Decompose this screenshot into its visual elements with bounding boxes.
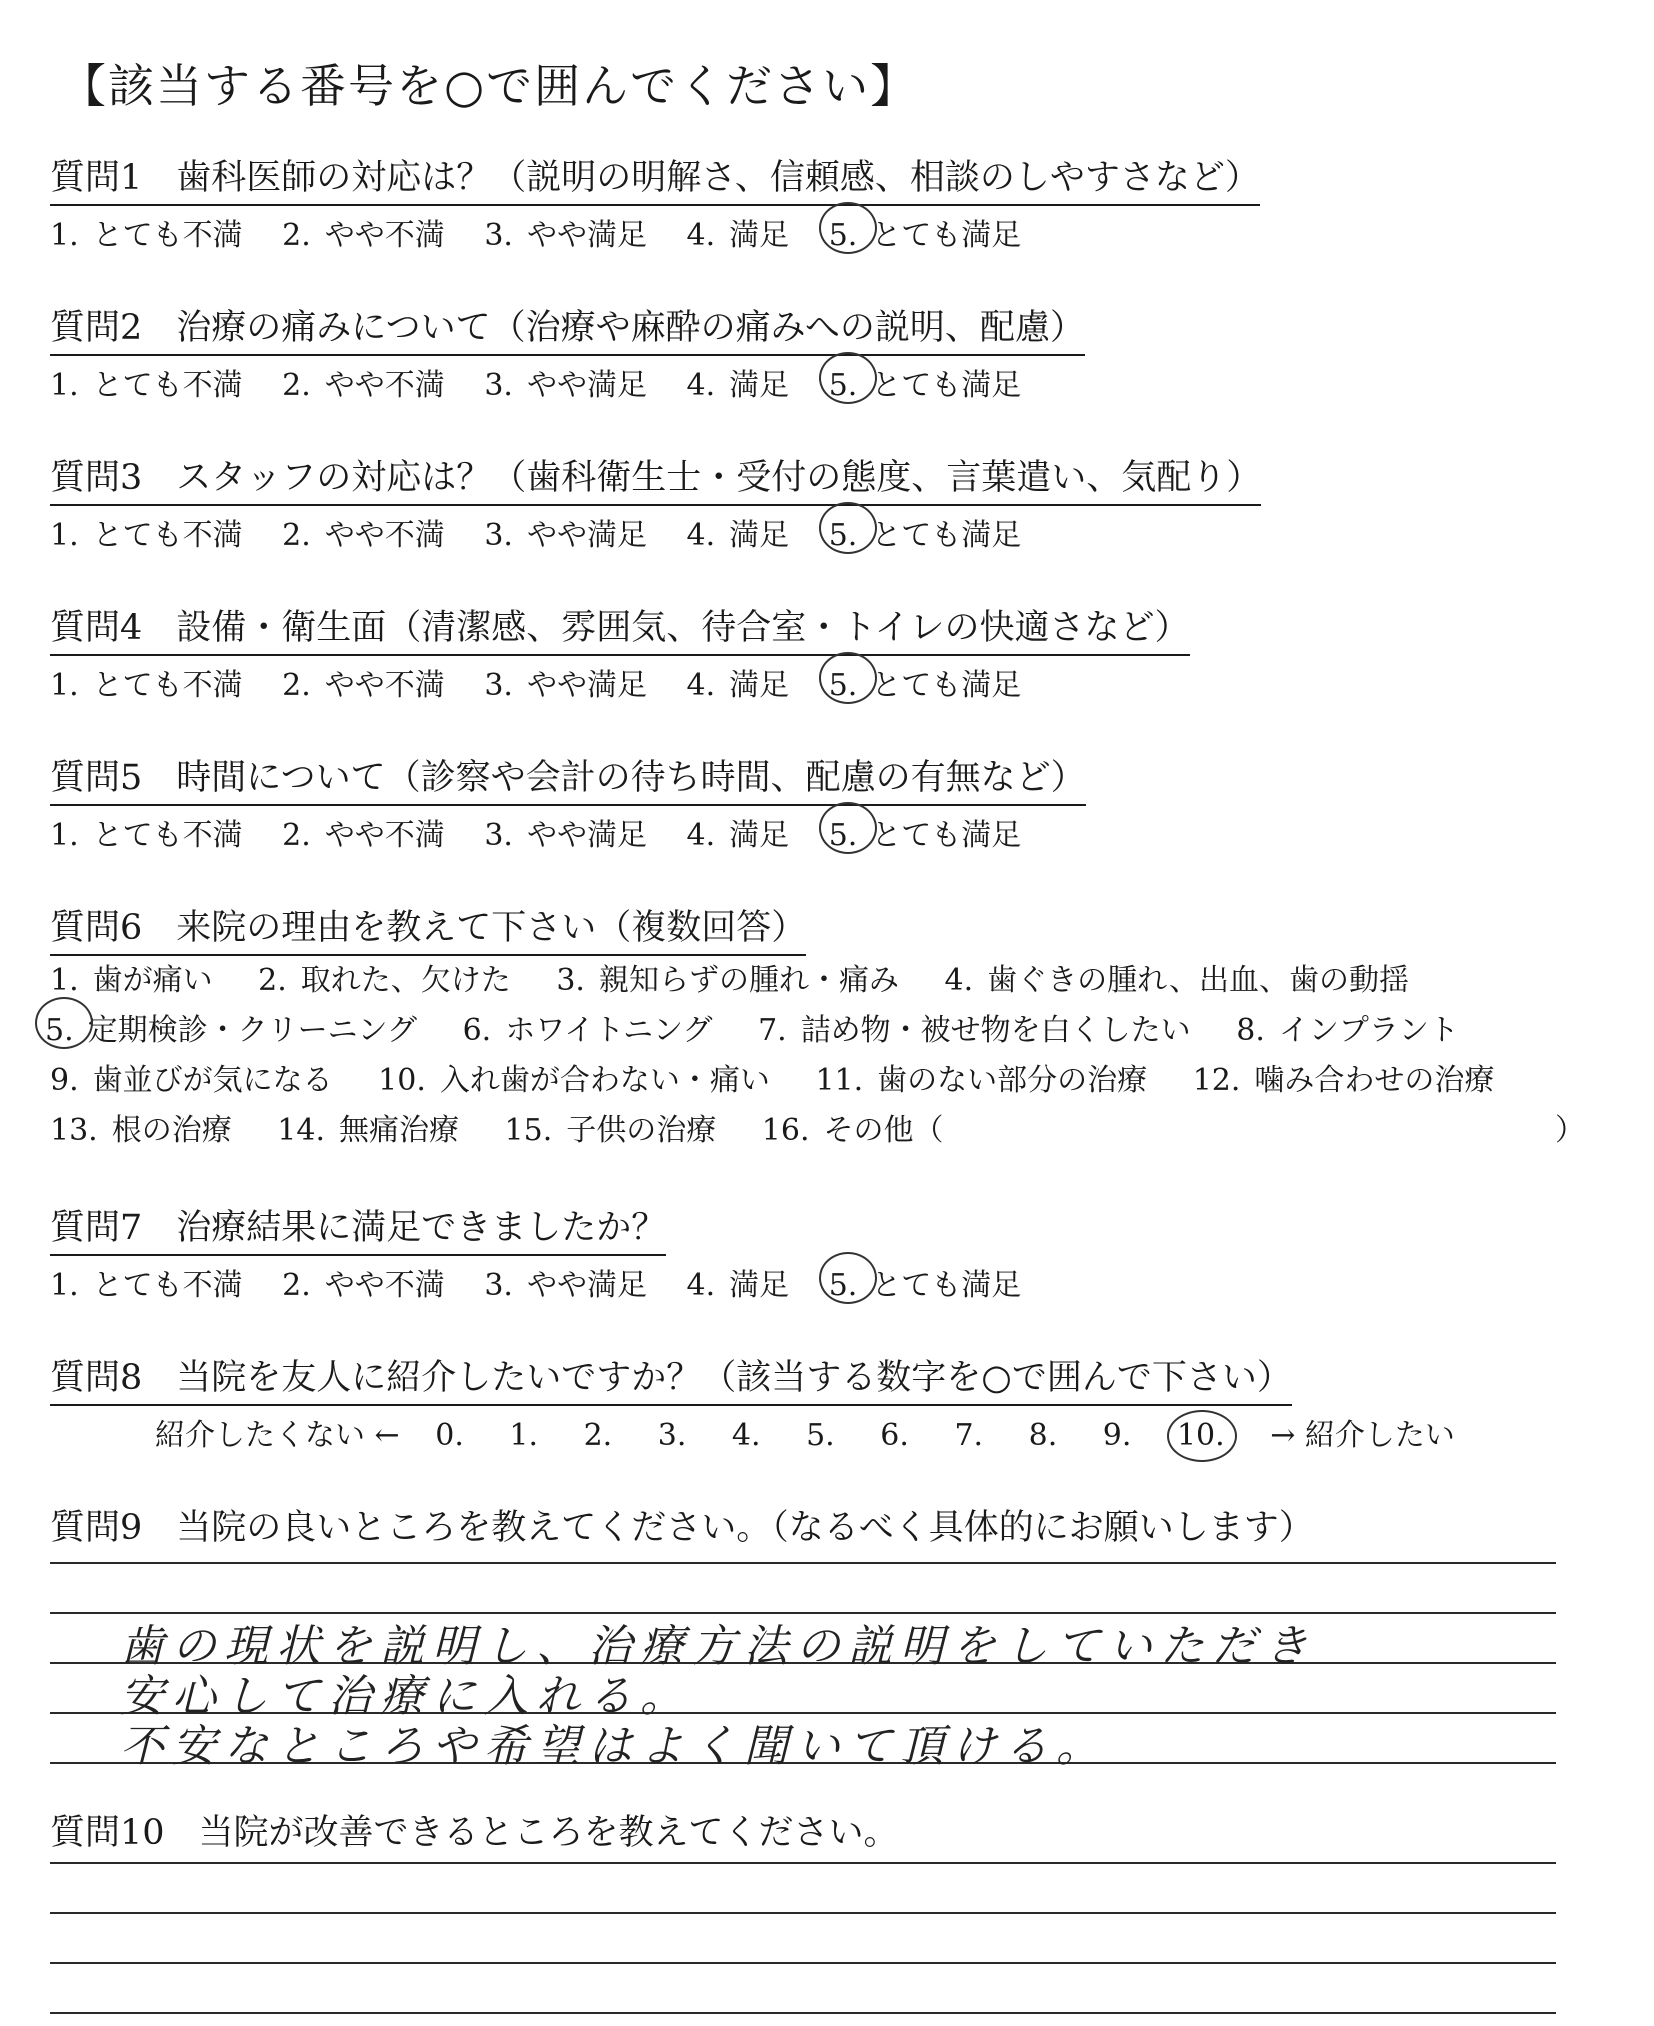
- form-title: 【該当する番号を○で囲んでください】: [60, 59, 919, 113]
- q9-handwritten-line-1: 歯の現状を説明し、治療方法の説明をしていただき: [120, 1621, 1316, 1672]
- q8-scale-9[interactable]: 9.: [1102, 1418, 1132, 1453]
- q6-option-6[interactable]: 6. ホワイトニング: [462, 1013, 713, 1048]
- q10-answer-line: [50, 2012, 1556, 2014]
- q8-scale-4[interactable]: 4.: [731, 1418, 761, 1453]
- question-5: 質問5 時間について（診察や会計の待ち時間、配慮の有無など）: [50, 750, 1086, 806]
- q8-scale[interactable]: [155, 1410, 1455, 1454]
- q2-option-5-circled[interactable]: 5. とても満足: [829, 360, 1022, 404]
- q6-options-row-3[interactable]: [50, 1055, 1530, 1099]
- q1-option-4[interactable]: 4. 満足: [686, 218, 790, 253]
- q9-answer-line: [50, 1562, 1556, 1564]
- q6-option-16[interactable]: 16. その他（: [761, 1113, 944, 1148]
- q6-options-row-1[interactable]: [50, 955, 1445, 999]
- q6-option-14[interactable]: 14. 無痛治療: [277, 1113, 459, 1148]
- q2-option-3[interactable]: 3. やや満足: [484, 368, 647, 403]
- q7-options[interactable]: [50, 1260, 1051, 1304]
- question-9: 質問9 当院の良いところを教えてください。（なるべく具体的にお願いします）: [50, 1508, 1314, 1548]
- q8-scale-2[interactable]: 2.: [583, 1418, 613, 1453]
- q3-option-2[interactable]: 2. やや不満: [282, 518, 445, 553]
- q6-option-3[interactable]: 3. 親知らずの腫れ・痛み: [556, 963, 899, 998]
- q8-scale-8[interactable]: 8.: [1028, 1418, 1058, 1453]
- q10-answer-line: [50, 1862, 1556, 1864]
- q5-option-3[interactable]: 3. やや満足: [484, 818, 647, 853]
- q4-option-4[interactable]: 4. 満足: [686, 668, 790, 703]
- q6-option-1[interactable]: 1. 歯が痛い: [50, 963, 213, 998]
- q6-option-2[interactable]: 2. 取れた、欠けた: [258, 963, 511, 998]
- q7-option-2[interactable]: 2. やや不満: [282, 1268, 445, 1303]
- question-8: 質問8 当院を友人に紹介したいですか？（該当する数字を○で囲んで下さい）: [50, 1350, 1292, 1406]
- q3-option-5-circled[interactable]: 5. とても満足: [829, 510, 1022, 554]
- q8-scale-0[interactable]: 0.: [435, 1418, 464, 1453]
- q7-option-1[interactable]: 1. とても不満: [50, 1268, 243, 1303]
- q6-other-close-paren: ）: [1555, 1113, 1585, 1148]
- q6-options-row-2[interactable]: [45, 1005, 1495, 1049]
- question-1: 質問1 歯科医師の対応は？（説明の明解さ、信頼感、相談のしやすさなど）: [50, 150, 1260, 206]
- question-4: 質問4 設備・衛生面（清潔感、雰囲気、待合室・トイレの快適さなど）: [50, 600, 1190, 656]
- q5-option-2[interactable]: 2. やや不満: [282, 818, 445, 853]
- q4-options[interactable]: [50, 660, 1051, 704]
- q8-scale-6[interactable]: 6.: [880, 1418, 909, 1453]
- q5-option-4[interactable]: 4. 満足: [686, 818, 790, 853]
- q9-handwritten-line-3: 不安なところや希望はよく聞いて頂ける。: [120, 1721, 1108, 1772]
- q7-option-3[interactable]: 3. やや満足: [484, 1268, 647, 1303]
- q3-options[interactable]: [50, 510, 1051, 554]
- q2-option-2[interactable]: 2. やや不満: [282, 368, 445, 403]
- q3-option-3[interactable]: 3. やや満足: [484, 518, 647, 553]
- q8-scale-5[interactable]: 5.: [806, 1418, 835, 1453]
- q3-option-1[interactable]: 1. とても不満: [50, 518, 243, 553]
- q6-option-8[interactable]: 8. インプラント: [1236, 1013, 1459, 1048]
- q8-left-label: 紹介したくない ←: [155, 1418, 400, 1453]
- q10-answer-line: [50, 1912, 1556, 1914]
- q6-option-5-circled[interactable]: 5. 定期検診・クリーニング: [45, 1005, 417, 1049]
- q1-option-5-circled[interactable]: 5. とても満足: [829, 210, 1022, 254]
- question-10: 質問10 当院が改善できるところを教えてください。: [50, 1813, 899, 1853]
- q10-answer-line: [50, 1962, 1556, 1964]
- q6-option-9[interactable]: 9. 歯並びが気になる: [50, 1063, 333, 1098]
- q5-option-5-circled[interactable]: 5. とても満足: [829, 810, 1022, 854]
- q6-option-4[interactable]: 4. 歯ぐきの腫れ、出血、歯の動揺: [944, 963, 1409, 998]
- q4-option-2[interactable]: 2. やや不満: [282, 668, 445, 703]
- q2-option-1[interactable]: 1. とても不満: [50, 368, 243, 403]
- q5-option-1[interactable]: 1. とても不満: [50, 818, 243, 853]
- q1-option-1[interactable]: 1. とても不満: [50, 218, 243, 253]
- q8-right-label: → 紹介したい: [1270, 1418, 1455, 1453]
- question-2: 質問2 治療の痛みについて（治療や麻酔の痛みへの説明、配慮）: [50, 300, 1085, 356]
- q4-option-5-circled[interactable]: 5. とても満足: [829, 660, 1022, 704]
- q7-option-5-circled[interactable]: 5. とても満足: [829, 1260, 1022, 1304]
- q2-options[interactable]: [50, 360, 1051, 404]
- question-6: 質問6 来院の理由を教えて下さい（複数回答）: [50, 900, 806, 956]
- q6-option-15[interactable]: 15. 子供の治療: [504, 1113, 717, 1148]
- q2-option-4[interactable]: 4. 満足: [686, 368, 790, 403]
- question-3: 質問3 スタッフの対応は？（歯科衛生士・受付の態度、言葉遣い、気配り）: [50, 450, 1261, 506]
- q6-option-7[interactable]: 7. 詰め物・被せ物を白くしたい: [758, 1013, 1191, 1048]
- q8-scale-3[interactable]: 3.: [657, 1418, 687, 1453]
- q1-options[interactable]: [50, 210, 1051, 254]
- q3-option-4[interactable]: 4. 満足: [686, 518, 790, 553]
- question-7: 質問7 治療結果に満足できましたか？: [50, 1200, 666, 1256]
- q8-scale-10-circled[interactable]: 10.: [1176, 1418, 1225, 1453]
- q9-handwritten-line-2: 安心して治療に入れる。: [120, 1671, 692, 1722]
- q4-option-1[interactable]: 1. とても不満: [50, 668, 243, 703]
- q6-option-12[interactable]: 12. 噛み合わせの治療: [1192, 1063, 1495, 1098]
- q5-options[interactable]: [50, 810, 1051, 854]
- q8-scale-1[interactable]: 1.: [509, 1418, 539, 1453]
- q6-option-10[interactable]: 10. 入れ歯が合わない・痛い: [378, 1063, 770, 1098]
- q7-option-4[interactable]: 4. 満足: [686, 1268, 790, 1303]
- q1-option-2[interactable]: 2. やや不満: [282, 218, 445, 253]
- q8-scale-7[interactable]: 7.: [954, 1418, 984, 1453]
- q6-options-row-4[interactable]: [50, 1105, 980, 1149]
- q6-option-13[interactable]: 13. 根の治療: [50, 1113, 232, 1148]
- q1-option-3[interactable]: 3. やや満足: [484, 218, 647, 253]
- q4-option-3[interactable]: 3. やや満足: [484, 668, 647, 703]
- q6-option-11[interactable]: 11. 歯のない部分の治療: [815, 1063, 1148, 1098]
